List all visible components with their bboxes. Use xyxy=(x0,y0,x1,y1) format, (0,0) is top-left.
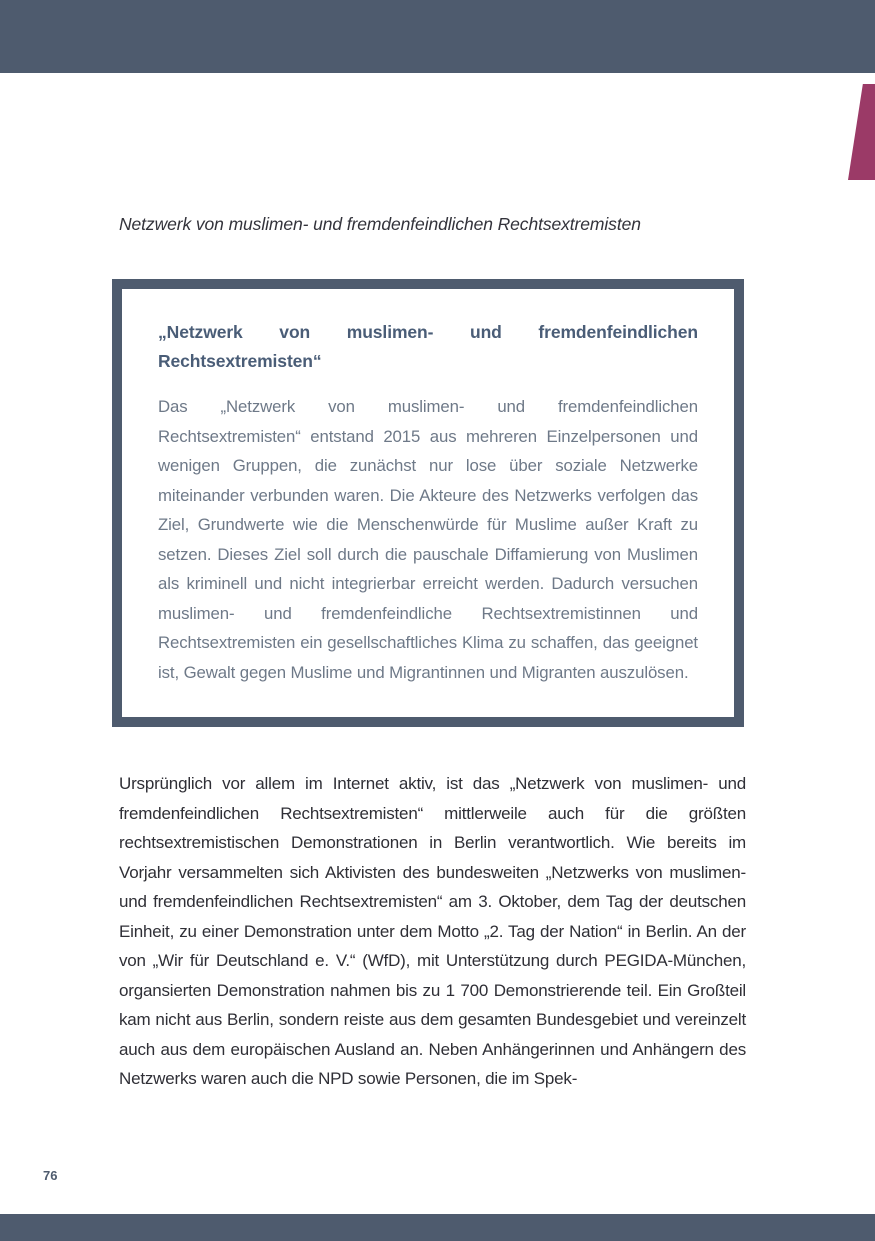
accent-ribbon xyxy=(848,84,875,180)
page-content xyxy=(119,73,746,1094)
section-heading: Netzwerk von muslimen- und fremdenfeindlichen Rechtsextremisten xyxy=(119,214,641,234)
footer-bar xyxy=(0,1214,875,1241)
body-paragraph: Ursprünglich vor allem im Internet aktiv, ist das „Netzwerk von muslimen- und fremdenfeindlichen Rechtsextremisten“ mittlerweile auch für die größten rechtsextremistischen Demonstrationen in Berlin verantwortlich. Wie bereits im Vorjahr versammelten sich Aktivisten des bundesweiten „Netzwerks von muslimen- und fremdenfeindlichen Rechtsextremisten“ am 3. Oktober, dem Tag der deutschen Einheit, zu einer Demonstration unter dem Motto „2. Tag der Nation“ in Berlin. An der von „Wir für Deutschland e. V.“ (WfD), mit Unterstützung durch PEGIDA-München, organsierten Demonstration nahmen bis zu 1 700 Demonstrierende teil. Ein Großteil kam nicht aus Berlin, sondern reiste aus dem gesamten Bundesgebiet und vereinzelt auch aus dem europäischen Ausland an. Neben Anhängerinnen und Anhängern des Netzwerks waren auch die NPD sowie Personen, die im Spek- xyxy=(119,774,746,1088)
header-bar xyxy=(0,0,875,73)
definition-box xyxy=(112,279,744,727)
definition-box-body: Das „Netzwerk von muslimen- und fremdenfeindlichen Rechtsextremisten“ entstand 2015 aus mehreren Einzelpersonen und wenigen Gruppen, die zunächst nur lose über soziale Netzwerke miteinander verbunden waren. Die Akteure des Netzwerks verfolgen das Ziel, Grundwerte wie die Menschenwürde für Muslime außer Kraft zu setzen. Dieses Ziel soll durch die pauschale Diffamierung von Muslimen als kriminell und nicht integrierbar erreicht werden. Dadurch versuchen muslimen- und fremdenfeindliche Rechtsextremistinnen und Rechtsextremisten ein gesellschaftliches Klima zu schaffen, das geeignet ist, Gewalt gegen Muslime und Migrantinnen und Migranten auszulösen. xyxy=(158,397,698,682)
page-number: 76 xyxy=(43,1168,58,1183)
definition-box-title: „Netzwerk von muslimen- und fremdenfeindlichen Rechtsextremisten“ xyxy=(158,322,698,371)
